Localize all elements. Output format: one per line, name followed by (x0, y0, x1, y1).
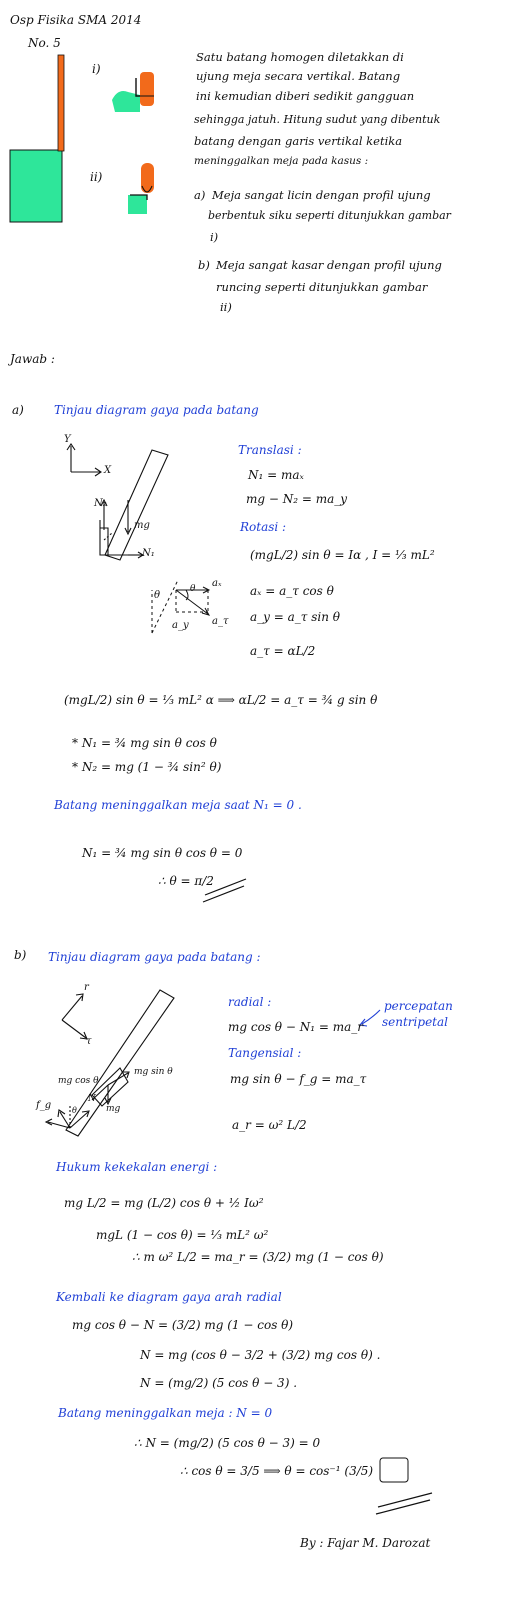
derive-eq1: (mgL/2) sin θ = ⅓ mL² α ⟹ αL/2 = a_τ = ¾ g sin θ (64, 693, 378, 707)
translasi-title: Translasi : (238, 443, 302, 457)
note-line-1: percepatan (384, 999, 453, 1013)
case-line: ii) (220, 300, 232, 314)
figure-i-detail (112, 72, 154, 112)
problem-line: ujung meja secara vertikal. Batang (196, 69, 401, 83)
rod-tilted-b (46, 990, 174, 1136)
tangensial-eq1: mg sin θ − f_g = ma_τ (230, 1072, 367, 1086)
condition-a: Batang meninggalkan meja saat N₁ = 0 . (54, 798, 302, 812)
force-n1-label: N₁ (142, 548, 155, 559)
case-line: Meja sangat kasar dengan profil ujung (216, 258, 442, 272)
rotasi-eq1: (mgL/2) sin θ = Iα , I = ⅓ mL² (250, 548, 435, 562)
axis-r-label: r (84, 982, 89, 993)
leave-eq1: ∴ N = (mg/2) (5 cos θ − 3) = 0 (134, 1436, 321, 1450)
rod-vertical (58, 55, 64, 151)
tangensial-title: Tangensial : (228, 1046, 302, 1060)
radial-back-title: Kembali ke diagram gaya arah radial (56, 1290, 282, 1304)
rotasi-eq3: a_y = a_τ sin θ (250, 610, 340, 624)
angle-theta-label-2: θ (190, 584, 196, 594)
rotasi-title: Rotasi : (240, 520, 287, 534)
figure-ii-label: ii) (90, 170, 103, 184)
translasi-eq2: mg − N₂ = ma_y (246, 492, 348, 506)
tangensial-eq2: a_r = ω² L/2 (232, 1118, 307, 1132)
radial-eq: mg cos θ − N₁ = ma_r (228, 1020, 363, 1034)
case-line: i) (210, 230, 219, 244)
answer-box-b (380, 1458, 408, 1482)
force-mg-label-b: mg (106, 1104, 121, 1114)
problem-line: Satu batang homogen diletakkan di (196, 50, 404, 64)
axes-xy (67, 444, 101, 476)
leave-title: Batang meninggalkan meja : N = 0 (58, 1406, 273, 1420)
case-label: a) (194, 188, 206, 202)
angle-theta-label: θ (154, 590, 161, 601)
problem-line: batang dengan garis vertikal ketika (194, 134, 403, 148)
axis-tau-label: τ (86, 1036, 92, 1047)
figure-i-label: i) (92, 62, 101, 76)
case-line: berbentuk siku seperti ditunjukkan gambar (208, 209, 451, 222)
radial-title: radial : (228, 995, 272, 1009)
accel-ay-label: a_y (172, 620, 189, 631)
force-mgsin-label: mg sin θ (134, 1067, 173, 1077)
rotasi-eq4: a_τ = αL/2 (250, 644, 316, 658)
final-a-eq2: ∴ θ = π/2 (158, 874, 214, 888)
answer-heading: Jawab : (10, 352, 55, 366)
axes-r-tau (62, 994, 87, 1039)
credit: By : Fajar M. Darozat (300, 1536, 431, 1550)
radial-back-eq3: N = (mg/2) (5 cos θ − 3) . (140, 1376, 298, 1390)
force-n2-label: N₂ (94, 498, 107, 509)
case-label: b) (198, 258, 210, 272)
note-line-2: sentripetal (382, 1015, 448, 1029)
final-a-eq1: N₁ = ¾ mg sin θ cos θ = 0 (82, 846, 243, 860)
force-mgcos-label: mg cos θ (58, 1076, 99, 1086)
accel-ax-label: aₓ (212, 578, 222, 589)
header-number: No. 5 (28, 36, 61, 50)
axis-y-label: Y (64, 434, 71, 445)
axis-x-label: X (104, 465, 112, 476)
force-fg-label: f_g (36, 1100, 52, 1111)
radial-back-eq2: N = mg (cos θ − 3/2 + (3/2) mg cos θ) . (140, 1348, 381, 1362)
case-line: Meja sangat licin dengan profil ujung (212, 188, 431, 202)
leave-eq2: ∴ cos θ = 3/5 ⟹ θ = cos⁻¹ (3/5) (180, 1464, 374, 1478)
underline-b (376, 1493, 432, 1514)
translasi-eq1: N₁ = maₓ (248, 468, 304, 482)
energy-eq3: ∴ m ω² L/2 = ma_r = (3/2) mg (1 − cos θ) (132, 1250, 384, 1264)
derive-eq3: * N₂ = mg (1 − ¾ sin² θ) (72, 760, 222, 774)
case-line: runcing seperti ditunjukkan gambar (216, 280, 428, 294)
accel-at-label: a_τ (212, 616, 229, 627)
problem-line: meninggalkan meja pada kasus : (194, 155, 369, 167)
part-a-title: Tinjau diagram gaya pada batang (54, 403, 259, 417)
angle-theta-b: θ (72, 1106, 77, 1115)
figure-ii-detail (128, 163, 154, 214)
table-block (10, 150, 62, 222)
energy-title: Hukum kekekalan energi : (56, 1160, 218, 1174)
problem-line: ini kemudian diberi sedikit gangguan (196, 89, 415, 103)
force-mg-label: mg (134, 520, 150, 531)
radial-back-eq1: mg cos θ − N = (3/2) mg (1 − cos θ) (72, 1318, 294, 1332)
force-n-label: N (88, 1094, 96, 1104)
header-title: Osp Fisika SMA 2014 (10, 13, 142, 27)
derive-eq2: * N₁ = ¾ mg sin θ cos θ (72, 736, 217, 750)
energy-eq2: mgL (1 − cos θ) = ⅓ mL² ω² (96, 1228, 269, 1242)
energy-eq1: mg L/2 = mg (L/2) cos θ + ½ Iω² (64, 1196, 264, 1210)
problem-line: sehingga jatuh. Hitung sudut yang dibentuk (194, 113, 441, 126)
part-b-title: Tinjau diagram gaya pada batang : (48, 950, 261, 964)
rotasi-eq2: aₓ = a_τ cos θ (250, 584, 334, 598)
part-b-label: b) (14, 948, 27, 962)
note-arrow (362, 1010, 380, 1024)
part-a-label: a) (12, 403, 24, 417)
